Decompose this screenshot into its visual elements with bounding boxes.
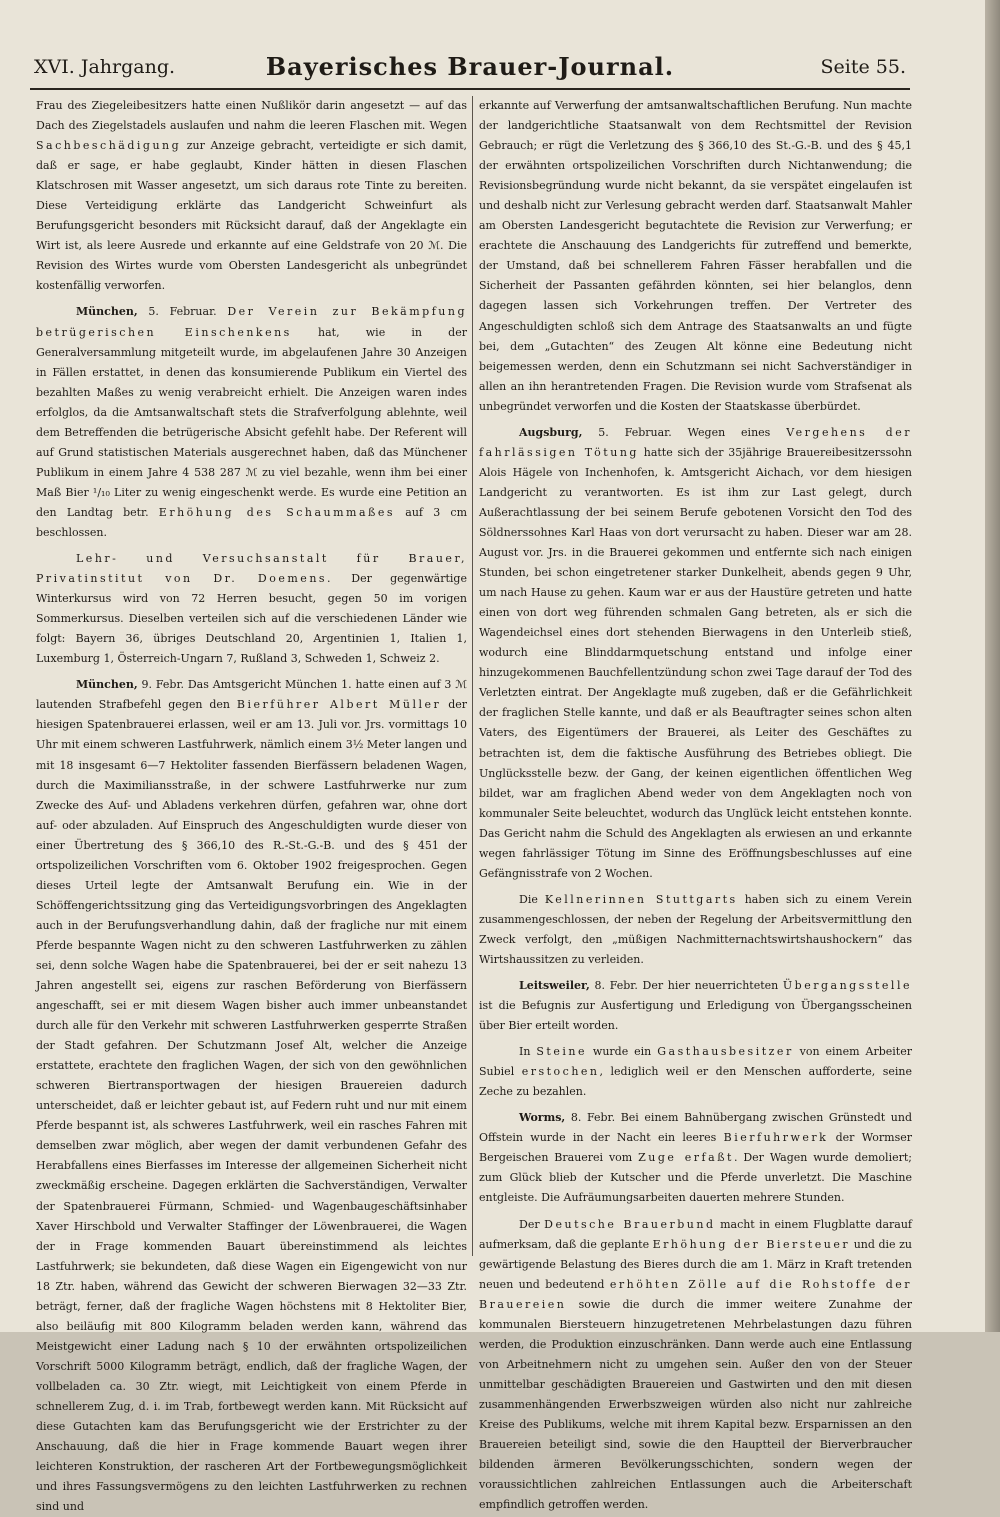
right-column: [479, 96, 913, 1512]
spaced-text: Bierführer Albert Müller: [236, 698, 442, 712]
article-paragraph: [36, 675, 467, 1517]
spaced-text: Steine: [536, 1045, 587, 1059]
spaced-text: Bierfuhrwerk: [723, 1131, 829, 1145]
text-run: Wegen eines: [687, 425, 787, 439]
text-run: Der gegenwärtige Winterkursus wird von 72 Herren besucht, gegen 50 im vorigen Sommerkursus. Dieselben verteilen sich auf die verschiedenen Länder wie folgt: Bayern 36, übriges Deutschland 20, Argentinien 1, Italien 1, Luxemburg 1, Österreich-Ungarn 7, Rußland 3, Schweden 1, Schweiz 2.: [36, 572, 467, 666]
spaced-text: Gasthausbesitzer: [657, 1045, 794, 1059]
dateline-place: Leitsweiler,: [519, 979, 590, 993]
text-run: wurde ein: [586, 1045, 658, 1059]
text-run: der Wormser Bergeischen Brauerei vom: [479, 1131, 913, 1165]
article-paragraph: [36, 302, 467, 543]
article-paragraph: [36, 96, 467, 296]
spaced-text: Zuge erfaßt: [638, 1151, 734, 1165]
text-run: , lediglich weil er den Menschen aufforderte, seine Zeche zu bezahlen.: [479, 1065, 912, 1099]
spaced-text: Der Verein zur Bekämpfung betrügerischen Einschenkens: [36, 305, 467, 339]
text-run: Bei einem Bahnübergang zwischen Grünstedt und Offstein wurde in der Nacht ein leeres: [479, 1111, 912, 1145]
column-divider: [472, 96, 473, 1256]
text-run: erkannte auf Verwerfung der amtsanwaltschaftlichen Berufung. Nun machte der landgerichtliche Staatsanwalt von dem Rechtsmittel der Revision Gebrauch; er rügt die Verletzung des § 366,10 des St.-G.-B. und des § 45,1 der erwähnten ortspolizeilichen Vorschriften durch Nichtanwendung; die Revisionsbegründung wurde nicht bekannt, da sie verspätet eingelaufen ist und deshalb nicht zur Verlesung gebracht werden darf. Staatsanwalt Mahler am Obersten Landesgericht begutachtete die Revision zur Verwerfung; er erachtete die Anschauung des Landgerichts für zutreffend und bemerkte, der Umstand, daß bei schnellerem Fahren Fässer herabfallen und die Sicherheit der Passanten gefährden könnten, sei hier belanglos, denn dagegen lassen sich Vorkehrungen treffen. Der Vertreter des Angeschuldigten schloß sich dem Antrage des Staatsanwalts an und fügte bei, dem „Gutachten“ des Zeugen Alt könne eine Bedeutung nicht beigemessen werden, denn ein Schutzmann sei nicht Sachverständiger in allen an ihn herantretenden Fragen. Die Revision wurde vom Strafsenat als unbegründet verworfen und die Kosten der Staatskasse überbürdet.: [479, 99, 912, 413]
dateline-place: München,: [76, 678, 138, 692]
dateline-place: München,: [76, 305, 138, 319]
article-paragraph: [479, 1042, 912, 1102]
spaced-text: Vergehens der fahrlässigen Tötung: [479, 425, 912, 459]
page-header: [30, 50, 910, 84]
dateline-date: 5. Februar.: [582, 425, 688, 439]
article-paragraph: [479, 96, 912, 417]
text-run: von einem Arbeiter Subiel: [479, 1045, 912, 1079]
spaced-text: Lehr- und Versuchsanstalt für Brauer, Privatinstitut von Dr. Doemens.: [36, 552, 467, 586]
text-run: . Der Wagen wurde demoliert; zum Glück blieb der Kutscher und die Pferde unverletzt. Die Maschine entgleiste. Die Aufräumungsarbeiten dauerten mehrere Stunden.: [479, 1151, 912, 1205]
dateline-place: Augsburg,: [519, 425, 583, 439]
text-run: und die zu gewärtigende Belastung des Bieres durch die am 1. März in Kraft tretenden neuen und bedeutend: [479, 1237, 912, 1291]
text-run: zur Anzeige gebracht, verteidigte er sich damit, daß er sage, er habe geglaubt, Kinder hätten in diesen Flaschen Klatschrosen mit Wasser angesetzt, um sich daraus rote Tinte zu bereiten. Diese Verteidigung erklärte das Landgericht Schweinfurt als Berufungsgericht besonders mit Rücksicht darauf, daß der Angeklagte ein Wirt ist, als leere Ausrede und erkannte auf eine Geldstrafe von 20 ℳ. Die Revision des Wirtes wurde vom Obersten Landesgericht als unbegründet kostenfällig verworfen.: [36, 139, 467, 293]
article-paragraph: [479, 1108, 912, 1208]
article-paragraph: [479, 976, 912, 1036]
text-run: In: [519, 1045, 537, 1059]
article-paragraph: [479, 1215, 912, 1516]
spaced-text: Sachbeschädigung: [36, 139, 182, 153]
text-run: sowie die durch die immer weitere Zunahme der kommunalen Biersteuern hinzugetretenen Mehrbelastungen dazu führen werden, die Produktion einzuschränken. Dann werde auch eine Entlassung von Arbeitnehmern nicht zu umgehen sein. Außer den von der Steuer unmittelbar geschädigten Brauereien und Gastwirten und den mit diesen zusammenhängenden Erwerbszweigen würden also nicht nur zahlreiche Kreise des Publikums, welche mit ihrem Kapital bezw. Ersparnissen an den Brauereien beteiligt sind, sowie die den Hauptteil der Bierverbraucher bildenden ärmeren Bevölkerungsschichten, sondern wegen der voraussichtlichen zahlreichen Entlassungen auch die Arbeiterschaft empfindlich getroffen werden.: [479, 1297, 912, 1512]
text-run: der hiesigen Spatenbrauerei erlassen, weil er am 13. Juli vor. Jrs. vormittags 10 Uhr mit einem schweren Lastfuhrwerk, nämlich einem 3½ Meter langen und mit 18 insgesamt 6—7 Hektoliter fassenden Bierfässern beladenen Wagen, durch die Maximiliansstraße, in der schwere Lastfuhrwerke nur zum Zwecke des Auf- und Abladens verkehren dürfen, gefahren war, ohne dort auf- oder abzuladen. Auf Einspruch des Angeschuldigten wurde dieser von einer Übertretung des § 366,10 des R.-St.-G.-B. und des § 451 der ortspolizeilichen Vorschriften vom 6. Oktober 1902 freigesprochen. Gegen dieses Urteil legte der Amtsanwalt Berufung ein. Wie in der Schöffengerichtssitzung ging das Verteidigungsvorbringen des Angeklagten auch in der Berufungsverhandlung dahin, daß der fragliche nur mit einem Pferde bespannte Wagen nicht zu den schweren Lastfuhrwerken zu zählen sei, denn solche Wagen habe die Spatenbrauerei, bei der er seit nahezu 13 Jahren angestellt sei, eigens zur raschen Beförderung von Bierfässern angeschafft, sei er mit diesem Wagen bisher auch immer unbeanstandet durch alle für den Verkehr mit schweren Lastfuhrwerken gesperrte Straßen der Stadt gefahren. Der Schutzmann Josef Alt, welcher die Anzeige erstattete, erachtete den fraglichen Wagen, der sich von den gewöhnlichen schweren Biertransportwagen der hiesigen Brauereien dadurch unterscheidet, daß er leichter gebaut ist, auf Federn ruht und nur mit einem Pferde bespannt ist, als schweres Lastfuhrwerk, weil ein rasches Fahren mit demselben zwar möglich, aber wegen der damit verbundenen Gefahr des Herabfallens eines Bierfasses im Interesse der allgemeinen Sicherheit nicht zweckmäßig erscheine. Dagegen erklärten die Sachverständigen, Verwalter der Spatenbrauerei Fürmann, Schmied- und Wagenbaugeschäftsinhaber Xaver Hirschbold und Verwalter Staffinger der Löwenbrauerei, die Wagen der in Frage kommenden Bauart übereinstimmend als leichtes Lastfuhrwerk; sie bekundeten, daß diese Wagen ein Eigengewicht von nur 18 Ztr. haben, während das Gewicht der schweren Bierwagen 32—33 Ztr. beträgt, ferner, daß der fragliche Wagen höchstens mit 8 Hektoliter Bier, also beiläufig mit 800 Kilogramm beladen werden kann, während das Meistgewicht einer Ladung nach § 10 der erwähnten ortspolizeilichen Vorschrift 5000 Kilogramm beträgt, endlich, daß der fragliche Wagen, der vollbeladen ca. 30 Ztr. wiegt, mit Leichtigkeit von einem Pferde in schnellerem Zug, d. i. im Trab, fortbewegt werden kann. Mit Rücksicht auf diese Gutachten kam das Berufungsgericht wie der Erstrichter zu der Anschauung, daß die hier in Frage kommende Bauart wegen ihrer leichteren Konstruktion, der rascheren Art der Fortbewegungsmöglichkeit und ihres Fassungsvermögens zu den leichten Lastfuhrwerken zu rechnen sind und: [36, 698, 468, 1514]
text-run: haben sich zu einem Verein zusammengeschlossen, der neben der Regelung der Arbeitsvermittlung den Zweck verfolgt, den „müßigen Nachmitternachtswirtshaushockern“ das Wirtshaussitzen zu verleiden.: [479, 892, 913, 966]
page-number: Seite 55.: [820, 56, 906, 78]
text-run: Die: [519, 892, 545, 906]
spaced-text: erhöhten Zölle auf die Rohstoffe der Brauereien: [479, 1277, 912, 1311]
volume-label: XVI. Jahrgang.: [34, 56, 176, 78]
spaced-text: Erhöhung der Biersteuer: [652, 1237, 851, 1251]
spaced-text: Kellnerinnen Stuttgarts: [544, 892, 738, 906]
text-run: Der: [519, 1217, 545, 1231]
text-run: hatte sich der 35jährige Brauereibesitzerssohn Alois Hägele von Inchenhofen, k. Amtsgericht Aichach, vor dem hiesigen Landgericht zu verantworten. Es ist ihm zur Last gelegt, durch Außerachtlassung der bei seinem Berufe gebotenen Vorsicht den Tod des Söldnerssohnes Karl Haas von dort verursacht zu haben. Dieser war am 28. August vor. Jrs. in die Brauerei gekommen und entfernte sich nach einigen Stunden, bei schon eingetretener starker Dunkelheit, abends gegen 9 Uhr, um nach Hause zu gehen. Kaum war er aus der Haustüre getreten und hatte einen von dort weg führenden schmalen Gang betreten, als er sich die Wagendeichsel eines dort stehenden Bierwagens in den Unterleib stieß, wodurch eine Blinddarmquetschung entstand und infolge einer hinzugekommenen Bauchfellentzündung schon zwei Tage darauf der Tod des Verletzten eintrat. Der Angeklagte muß zugeben, daß er die Gefährlichkeit der fraglichen Stelle kannte, und daß er als Beauftragter seines schon alten Vaters, des Eigentümers der Brauerei, als Leiter des Geschäftes zu betrachten ist, dem die faktische Ausführung des Betriebes obliegt. Die Unglücksstelle bezw. der Gang, der keinen eigentlichen öffentlichen Weg bildet, war am fraglichen Abend weder von dem Angeklagten noch von kommunaler Seite beleuchtet, wodurch das Unglück leicht entstehen konnte. Das Gericht nahm die Schuld des Angeklagten als erwiesen an und erkannte wegen fahrlässiger Tötung im Sinne des Eröffnungsbeschlusses auf eine Gefängnisstrafe von 2 Wochen.: [479, 445, 913, 880]
text-run: ist die Befugnis zur Ausfertigung und Erledigung von Übergangsscheinen über Bier erteilt worden.: [479, 999, 912, 1033]
spaced-text: Erhöhung des Schaummaßes: [158, 505, 396, 519]
dateline-date: 8. Febr.: [565, 1111, 621, 1125]
article-paragraph: [479, 890, 912, 970]
text-run: auf 3 cm beschlossen.: [36, 505, 468, 539]
spaced-text: Deutsche Brauerbund: [544, 1217, 716, 1231]
journal-title: Bayerisches Brauer-Journal.: [265, 52, 675, 81]
dateline-date: 9. Febr.: [137, 678, 188, 692]
text-run: macht in einem Flugblatte darauf aufmerksam, daß die geplante: [479, 1217, 912, 1251]
dateline-date: 8. Febr.: [589, 979, 643, 993]
left-column: [36, 96, 468, 1514]
dateline-date: 5. Februar.: [137, 305, 228, 319]
header-rule: [30, 88, 910, 90]
spaced-text: erstochen: [521, 1065, 600, 1079]
text-run: Der hier neuerrichteten: [642, 979, 783, 993]
dateline-place: Worms,: [519, 1111, 566, 1125]
spaced-text: Übergangsstelle: [782, 979, 912, 993]
text-run: Das Amtsgericht München 1. hatte einen auf 3 ℳ lautenden Strafbefehl gegen den: [36, 678, 467, 712]
page-edge-shadow: [985, 0, 1000, 1332]
article-paragraph: [36, 549, 467, 669]
text-run: Frau des Ziegeleibesitzers hatte einen Nußlikör darin angesetzt — auf das Dach des Ziegelstadels auslaufen und nahm die leeren Flaschen mit. Wegen: [36, 99, 467, 133]
text-run: hat, wie in der Generalversammlung mitgeteilt wurde, im abgelaufenen Jahre 30 Anzeigen in Fällen erstattet, in denen das konsumierende Publikum ein Viertel des bezahlten Maßes zu wenig verabreicht erhielt. Die Anzeigen waren indes erfolglos, da die Amtsanwaltschaft stets die Strafverfolgung ablehnte, weil dem Betreffenden die betrügerische Absicht gefehlt habe. Der Referent will auf Grund statistischen Materials ausgerechnet haben, daß das Münchener Publikum in einem Jahre 4 538 287 ℳ zu viel bezahle, wenn ihm bei einer Maß Bier ¹/₁₀ Liter zu wenig eingeschenkt werde. Es wurde eine Petition an den Landtag betr.: [36, 325, 467, 519]
article-paragraph: [479, 423, 912, 884]
